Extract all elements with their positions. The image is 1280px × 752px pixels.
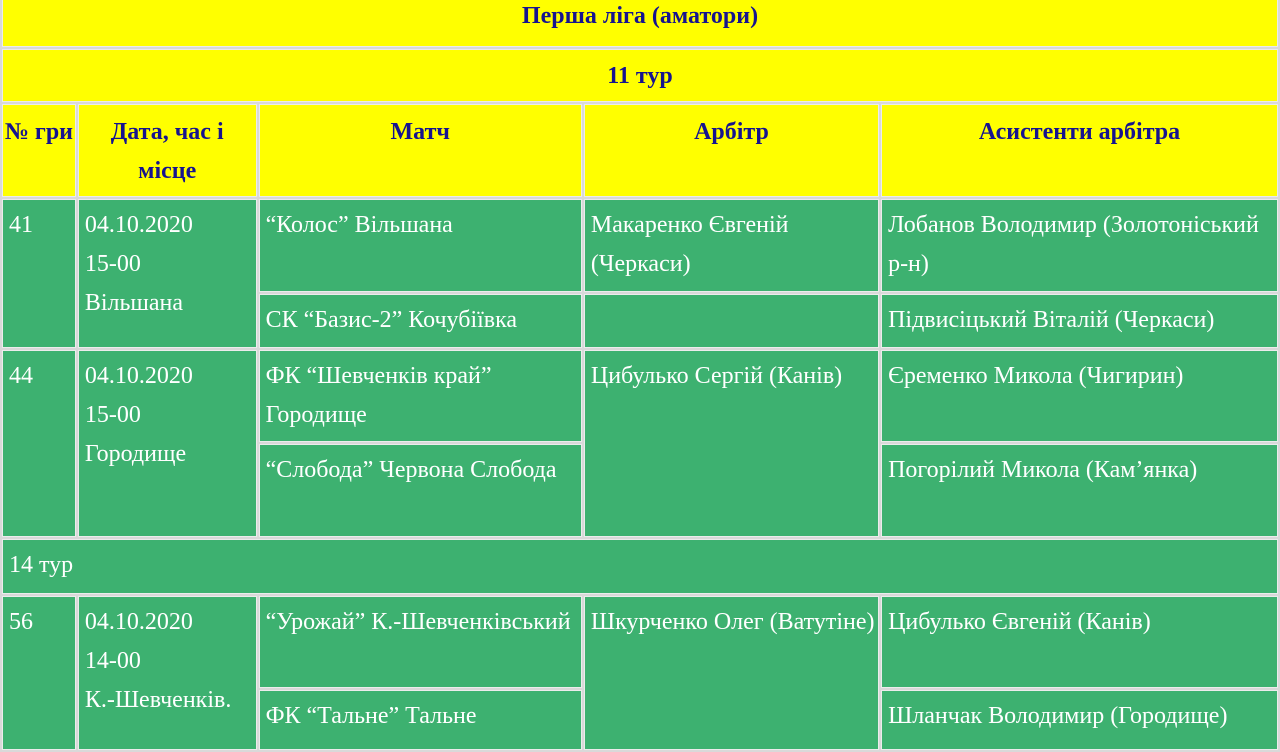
subround-title: 14 тур: [9, 552, 74, 578]
team1-cell: [259, 596, 582, 688]
header-game-no: [2, 104, 76, 197]
table-row: [2, 199, 1278, 292]
table-row: [2, 596, 1278, 688]
date-place-cell: [78, 596, 257, 750]
header-game-no-label: № гри: [4, 119, 74, 145]
game-place: К.-Шевченків.: [84, 687, 232, 713]
subround-title-cell: [2, 539, 1278, 594]
game-no-cell: [2, 199, 76, 348]
game-place: Вільшана: [84, 290, 184, 316]
round-title: 11 тур: [607, 63, 673, 89]
game-time: 15-00: [84, 402, 141, 428]
header-match-label: Матч: [390, 119, 450, 145]
assistant2: Шланчак Володимир (Городище): [888, 703, 1228, 729]
team1-cell: [259, 199, 582, 292]
game-date: 04.10.2020: [84, 363, 193, 389]
team2-cell: [259, 294, 582, 348]
team2-cell: [259, 690, 582, 750]
header-assistants-label: Асистенти арбітра: [978, 119, 1181, 145]
round-title-cell: [2, 49, 1278, 102]
assistant2: Підвисіцький Віталій (Черкаси): [888, 307, 1215, 333]
referee: Макаренко Євгеній (Черкаси): [590, 212, 789, 277]
game-place: Городище: [84, 441, 187, 467]
assistant2: Погорілий Микола (Кам’янка): [888, 457, 1198, 483]
referee-cell-empty: [584, 294, 879, 348]
assistant1-cell: [881, 199, 1278, 292]
assistant2-cell: [881, 690, 1278, 750]
header-referee: [584, 104, 879, 197]
column-header-row: [2, 104, 1278, 197]
subround-row: [2, 539, 1278, 594]
game-time: 14-00: [84, 648, 141, 674]
game-no: 44: [9, 363, 33, 389]
assistant1: Єременко Микола (Чигирин): [888, 363, 1184, 389]
header-referee-label: Арбітр: [694, 119, 769, 145]
game-date: 04.10.2020: [84, 609, 193, 635]
game-no-cell: [2, 350, 76, 537]
assistant2-cell: [881, 294, 1278, 348]
team2: ФК “Тальне” Тальне: [265, 703, 477, 729]
team1: “Урожай” К.-Шевченківський: [265, 609, 571, 635]
team2: “Слобода” Червона Слобода: [265, 457, 557, 483]
date-place-cell: [78, 199, 257, 348]
team1: “Колос” Вільшана: [265, 212, 453, 238]
referee-cell: [584, 596, 879, 750]
team1-cell: [259, 350, 582, 442]
team2: СК “Базис-2” Кочубіївка: [265, 307, 518, 333]
round-title-row: [2, 49, 1278, 102]
assistant2-cell: [881, 444, 1278, 537]
team1: ФК “Шевченків край” Городище: [265, 363, 492, 428]
referee-cell: [584, 350, 879, 537]
assistant1-cell: [881, 350, 1278, 442]
header-match: [259, 104, 582, 197]
league-title: Перша ліга (аматори): [521, 3, 759, 29]
league-title-row: [2, 0, 1278, 47]
date-place-cell: [78, 350, 257, 537]
game-no: 41: [9, 212, 33, 238]
assistant1-cell: [881, 596, 1278, 688]
referee: Цибулько Сергій (Канів): [590, 363, 843, 389]
header-date-place: [78, 104, 257, 197]
assistant1: Цибулько Євгеній (Канів): [888, 609, 1151, 635]
assistant1: Лобанов Володимир (Золотоніський р-н): [888, 212, 1259, 277]
league-title-cell: [2, 0, 1278, 47]
game-no: 56: [9, 609, 33, 635]
header-assistants: [881, 104, 1278, 197]
game-time: 15-00: [84, 251, 141, 277]
table-row: [2, 350, 1278, 442]
game-date: 04.10.2020: [84, 212, 193, 238]
header-date-place-label: Дата, час і місце: [110, 119, 224, 184]
referee: Шкурченко Олег (Ватутіне): [590, 609, 875, 635]
referee-cell: [584, 199, 879, 292]
game-no-cell: [2, 596, 76, 750]
team2-cell: [259, 444, 582, 537]
